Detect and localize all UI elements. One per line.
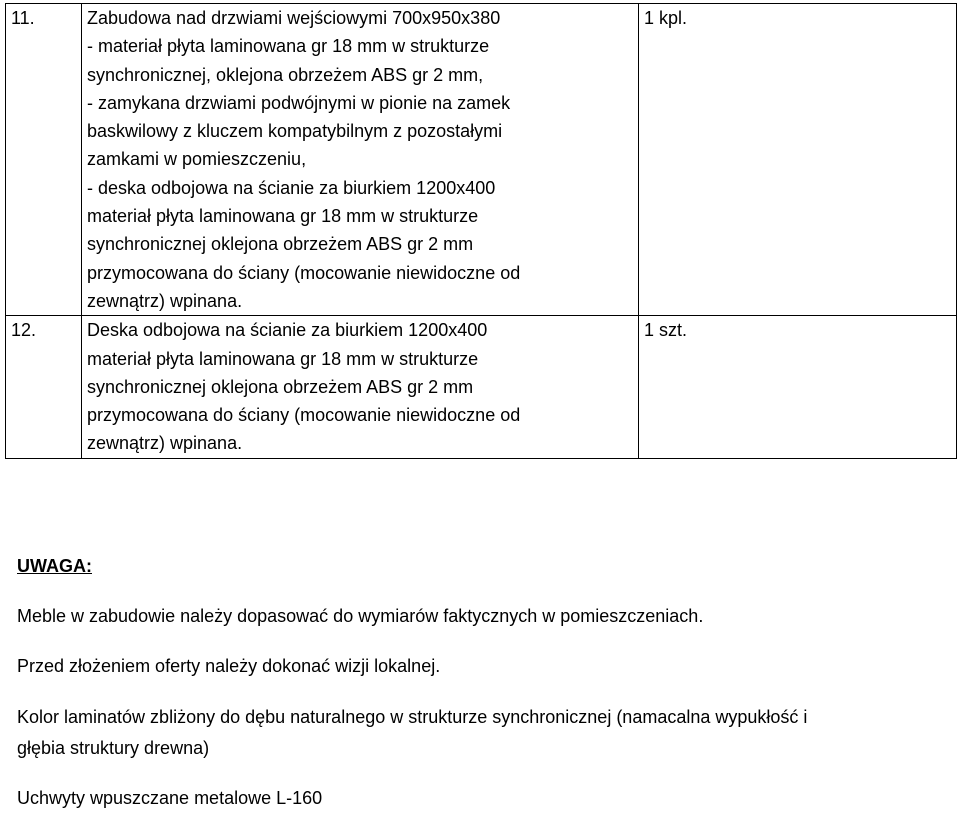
laminate-color-note (17, 702, 947, 764)
description-line: - materiał płyta laminowana gr 18 mm w strukturze (87, 36, 490, 57)
specification-table (5, 3, 957, 459)
description-line: materiał płyta laminowana gr 18 mm w strukturze (87, 348, 479, 369)
table-row (6, 316, 957, 458)
item-number: 11. (6, 4, 82, 316)
item-description (82, 316, 639, 458)
description-line: synchronicznej oklejona obrzeżem ABS gr 2 mm (87, 376, 474, 397)
description-line: Deska odbojowa na ścianie za biurkiem 1200x400 (87, 320, 488, 341)
laminate-color-line: Kolor laminatów zbliżony do dębu naturalnego w strukturze synchronicznej (namacalna wypukłość i (17, 707, 808, 727)
description-line: zamkami w pomieszczeniu, (87, 149, 307, 170)
notes-heading: UWAGA: (17, 556, 92, 576)
description-line: - zamykana drzwiami podwójnymi w pionie na zamek (87, 92, 511, 113)
handles-note: Uchwyty wpuszczane metalowe L-160 (17, 788, 323, 808)
site-visit-note: Przed złożeniem oferty należy dokonać wizji lokalnej. (17, 656, 441, 676)
description-line: zewnątrz) wpinana. (87, 433, 243, 454)
description-line: synchronicznej, oklejona obrzeżem ABS gr 2 mm, (87, 64, 484, 85)
item-description (82, 4, 639, 316)
description-line: synchronicznej oklejona obrzeżem ABS gr 2 mm (87, 234, 474, 255)
fitting-note: Meble w zabudowie należy dopasować do wymiarów faktycznych w pomieszczeniach. (17, 606, 704, 626)
notes-section (17, 552, 947, 834)
item-number: 12. (6, 316, 82, 458)
table-row (6, 4, 957, 316)
description-line: przymocowana do ściany (mocowanie niewidoczne od (87, 262, 521, 283)
description-line: zewnątrz) wpinana. (87, 290, 243, 311)
description-line: Zabudowa nad drzwiami wejściowymi 700x950x380 (87, 8, 501, 28)
laminate-color-line: głębia struktury drewna) (17, 738, 210, 758)
description-line: przymocowana do ściany (mocowanie niewidoczne od (87, 405, 521, 426)
item-quantity: 1 szt. (639, 316, 957, 458)
item-quantity: 1 kpl. (639, 4, 957, 316)
description-line: baskwilowy z kluczem kompatybilnym z pozostałymi (87, 121, 503, 142)
description-line: - deska odbojowa na ścianie za biurkiem 1200x400 (87, 177, 496, 198)
description-line: materiał płyta laminowana gr 18 mm w strukturze (87, 206, 479, 227)
